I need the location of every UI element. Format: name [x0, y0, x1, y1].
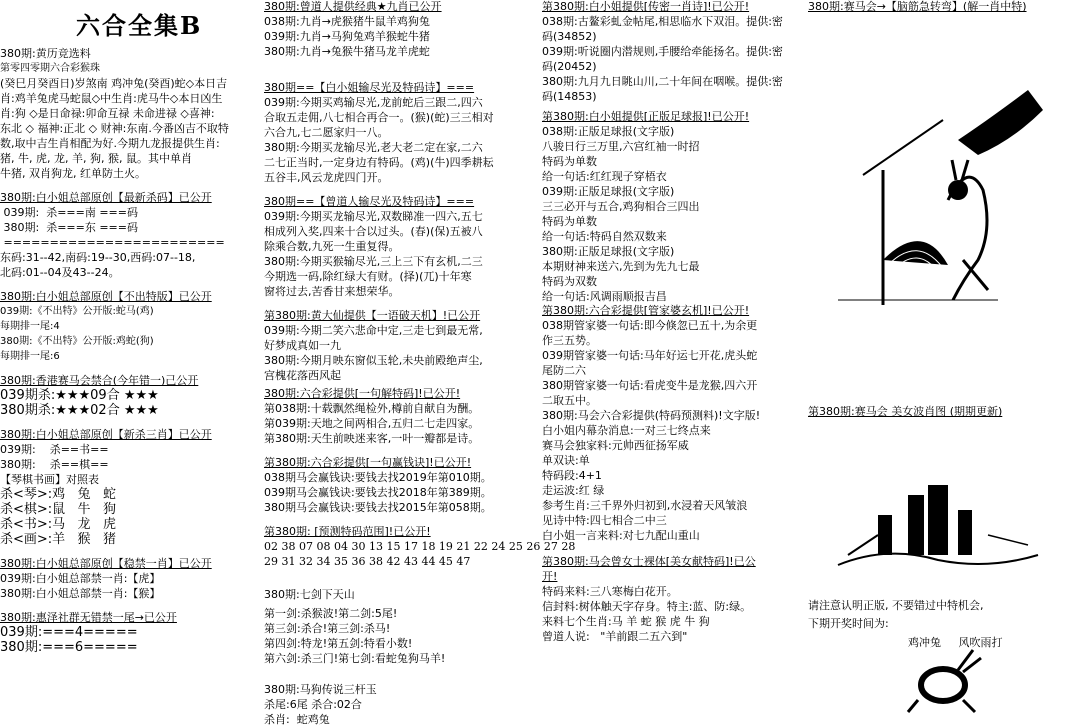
text-line: 第四剑:特龙!第五剑:特看小数!: [264, 637, 413, 650]
text-line: 【琴棋书画】对照表: [0, 473, 99, 486]
text-line: 038期:九肖→虎猴猪牛鼠羊鸡狗兔: [264, 15, 430, 28]
girl-wave-illustration: [838, 475, 1038, 585]
text-line: (癸巳月癸酉日)岁煞南 鸡冲兔(癸酉)蛇◇本日吉: [0, 77, 228, 90]
text-line: 380期:今期月映东窗似玉轮,未央前殿绝声尘,: [264, 354, 483, 367]
text-line: 第三剑:杀合!第三剑:杀马!: [264, 622, 391, 635]
text-line: 038期:古鳌彩虬金帖尾,相思临水下双泪。提供:密: [542, 15, 783, 28]
text-line: 039期管家婆一句话:马年好运七开花,虎头蛇: [542, 349, 758, 362]
text-line: 杀尾:6尾 杀合:02合: [264, 698, 362, 711]
section-heading: 380期:黄历竞选料: [0, 47, 91, 60]
text-line: 039期杀:★★★09合 ★★★: [0, 388, 159, 403]
text-line: 380期: 杀==棋==: [0, 458, 109, 471]
section-heading: 380期:白小姐总部原创【稳禁一肖】已公开: [0, 557, 212, 570]
text-line: 039期:听说圈内潜规则,手腰给牵能扬名。提供:密: [542, 45, 783, 58]
section-heading: 380期:白小姐总部原创【不出特版】已公开: [0, 290, 212, 303]
section-heading: 380期:马狗传说三杆玉: [264, 683, 377, 696]
text-line: 380期:===6=====: [0, 640, 138, 655]
text-line: 参考生肖:三千界外归初到,水浸着天风皱浪: [542, 499, 748, 512]
text-line: 特码来料:三八寒梅白花开。: [542, 585, 678, 598]
text-line: 相成列入奖,四来十合以过头。(春)(保)五被八: [264, 225, 483, 238]
text-line: 码(34852): [542, 30, 597, 43]
text-line: 八骏日行三万里,六宫红袖一时招: [542, 140, 700, 153]
text-line: 猪, 牛, 虎, 龙, 羊, 狗, 猴, 鼠。其中单肖: [0, 152, 192, 165]
page-title: 六合全集B: [76, 11, 203, 40]
text-line: 380期管家婆一句话:看虎变牛是龙猴,四六开: [542, 379, 758, 392]
text-line: 038期管家婆一句话:即今倏忽已五十,为余更: [542, 319, 758, 332]
text-line: 380期:九肖→兔猴牛猪马龙羊虎蛇: [264, 45, 430, 58]
text-line: 给一句话:红红现子穿梧衣: [542, 170, 667, 183]
text-line: 除乘合数,九死一生重复得。: [264, 240, 400, 253]
section-heading: 380期:惠泽社群无错禁一尾→已公开: [0, 611, 177, 624]
text-line: 039期:今期买龙输尽光,双数睇准一四六,五七: [264, 210, 483, 223]
text-line: 宫槐花落西风起: [264, 369, 341, 382]
text-line: 380期:白小姐总部禁一肖:【猴】: [0, 587, 161, 600]
text-line: 牛猪, 双肖狗龙, 红单防土火。: [0, 167, 146, 180]
text-line: 第六剑:杀三门!第七剑:看蛇兔狗马羊!: [264, 652, 446, 665]
section-heading: 380期:六合彩提供[一句解特码]!已公开!: [264, 387, 461, 400]
text-line: 380期:今期买猴输尽光,三上三下有玄机,二三: [264, 255, 483, 268]
text-line: 039期:九肖→马狗兔鸡羊猴蛇牛猪: [264, 30, 430, 43]
text-line: 第380期:天生前映迷来客,一叶一瓣都是诗。: [264, 432, 480, 445]
text-line: 东码:31--42,南码:19--30,西码:07--18,: [0, 251, 196, 264]
text-line: 五谷丰,风云龙虎四门开。: [264, 171, 389, 184]
text-line: 380期杀:★★★02合 ★★★: [0, 403, 159, 418]
text-line: 第一剑:杀猴波!第二剑:5尾!: [264, 607, 398, 620]
section-heading: 第380期:六合彩提供[管家婆玄机]!已公开!: [542, 304, 750, 317]
text-line: 380期:马会六合彩提供(特码预测料)!文字版!: [542, 409, 761, 422]
text-line: 三三必开与五合,鸡狗相合三四出: [542, 200, 700, 213]
text-line: 380期:九月九日眺山川,二十年间在咽喉。提供:密: [542, 75, 783, 88]
text-line: 038期马会赢钱诀:要钱去找2019年第010期。: [264, 471, 492, 484]
section-heading: 380期:白小姐总部原创【最新杀码】已公开: [0, 191, 212, 204]
column-3: [542, 0, 800, 644]
section-heading: 第380期: [预测特码范围]!已公开!: [264, 525, 431, 538]
text-line: 白小姐一言来料:对七九配山重山: [542, 529, 700, 542]
section-heading: 380期:香港赛马会禁合(今年错一)己公开: [0, 374, 199, 387]
text-line: 039期:今期买鸡输尽光,龙前蛇后三跟二,四六: [264, 96, 483, 109]
text-line: 每期排一尾:6: [0, 351, 60, 362]
text-line: 特码为双数: [542, 275, 597, 288]
text-line: 039期:今期二笑六悲命中定,三走七到最无常,: [264, 324, 483, 337]
text-line: 039期:正版足球报(文字版): [542, 185, 675, 198]
text-line: 每期排一尾:4: [0, 321, 60, 332]
section-heading: 第380期:赛马会 美女波肖图 (期期更新): [808, 405, 1003, 418]
column-4: [808, 0, 1080, 649]
text-line: 走运波:红 绿: [542, 484, 605, 497]
section-heading: 380期:曾道人提供经典★九肖已公开: [264, 0, 442, 13]
riddle-illustration: [828, 60, 1078, 315]
text-line: 特码为单数: [542, 215, 597, 228]
text-line: 赛马会独家料:元帅西征扬军威: [542, 439, 689, 452]
draw-time-label: 下期开奖时间为:: [808, 617, 889, 630]
text-line: 北码:01--04及43--24。: [0, 266, 120, 279]
text-line: 特码段:4+1: [542, 469, 602, 482]
text-line: 380期:今期买龙输尽光,老大老二定在家,二六: [264, 141, 483, 154]
text-line: 380期:正版足球报(文字版): [542, 245, 675, 258]
text-line: 作三五势。: [542, 334, 597, 347]
text-line: 信封料:树体触天字存身。特主:蓝、防:绿。: [542, 600, 752, 613]
section-heading: 380期:赛马会→【脑筋急转弯】(解一肖中特): [808, 0, 1027, 13]
text-line: 039期:白小姐总部禁一肖:【虎】: [0, 572, 161, 585]
text-line: 039期:===4=====: [0, 625, 138, 640]
text-line: 杀<琴>:鸡 兔 蛇: [0, 487, 116, 502]
section-heading: 第380期:白小姐提供[正版足球报]!已公开!: [542, 110, 750, 123]
text-line: 杀<画>:羊 猴 猪: [0, 532, 116, 547]
text-line: 380期: 杀===东 ===码: [0, 221, 138, 234]
text-line: 第038期:十载飘然绳检外,樽前自献自为酬。: [264, 402, 480, 415]
text-line: 杀肖: 蛇鸡兔: [264, 713, 330, 726]
notice-line: 请注意认明正版, 不要错过中特机会,: [808, 599, 984, 612]
text-line: 今期选一码,除红绿大有财。(择)(兀)十年寒: [264, 270, 472, 283]
text-line: 来料七个生肖:马 羊 蛇 猴 虎 牛 狗: [542, 615, 710, 628]
text-line: 肖:狗 ◇是日命禄:卯命互禄 未命进禄 ◇喜神:: [0, 107, 215, 120]
text-line: 038期:正版足球报(文字版): [542, 125, 675, 138]
text-line: 二取五中。: [542, 394, 597, 407]
section-heading: 380期==【曾道人输尽光及特码诗】===: [264, 195, 475, 208]
text-line: 肖:鸡羊兔虎马蛇鼠◇中生肖:虎马牛◇本日凶生: [0, 92, 223, 105]
section-heading: 380期:白小姐总部原创【新杀三肖】已公开: [0, 428, 212, 441]
section-heading: 380期:七剑下天山: [264, 588, 355, 601]
section-heading: 第380期:白小姐提供[传密一肖诗]!已公开!: [542, 0, 750, 13]
rabbit-illustration: [903, 640, 983, 715]
text-line: ========================: [0, 236, 225, 249]
text-line: 合取五走佣,八七相合再合一。(猴)(蛇)三三相对: [264, 111, 494, 124]
section-heading-cont: 开!: [542, 570, 558, 583]
text-line: 尾防二六: [542, 364, 586, 377]
text-line: 380期:《不出特》公开版:鸡蛇(狗): [0, 336, 154, 347]
text-line: 码(20452): [542, 60, 597, 73]
section-heading: 第380期:马会曾女士裸体[美女献特码]!已公: [542, 555, 756, 568]
text-line: 杀<棋>:鼠 牛 狗: [0, 502, 116, 517]
draw-time-value: 鸡冲兔 风吹雨打: [908, 636, 1003, 649]
subheading: 第零四零期六合彩猴珠: [0, 63, 100, 74]
text-line: 039期马会赢钱诀:要钱去找2018年第389期。: [264, 486, 492, 499]
text-line: 好梦成真如一九: [264, 339, 341, 352]
text-line: 给一句话:特码自然双数来: [542, 230, 667, 243]
number-row: 02 38 07 08 04 30 13 15 17 18 19 21 22 24 25 26 27 28: [264, 540, 576, 553]
text-line: 曾道人说: "羊前跟二五六到": [542, 630, 688, 643]
text-line: 数,取中吉生肖相配为好.今期九龙报提供生肖:: [0, 137, 220, 150]
text-line: 039期: 杀===南 ===码: [0, 206, 138, 219]
text-line: 给一句话:风调雨顺报吉昌: [542, 290, 667, 303]
text-line: 二七正当时,一定身边有特码。(鸡)(牛)四季耕耘: [264, 156, 494, 169]
text-line: 特码为单数: [542, 155, 597, 168]
text-line: 单双诀:单: [542, 454, 590, 467]
text-line: 见诗中特:四七相合二中三: [542, 514, 667, 527]
text-line: 东北 ◇ 福神:正北 ◇ 财神:东南.今番凶吉不取特: [0, 122, 229, 135]
number-row: 29 31 32 34 35 36 38 42 43 44 45 47: [264, 555, 471, 568]
section-heading: 第380期:黄大仙提供【一语破天机】!已公开: [264, 309, 481, 322]
text-line: 380期马会赢钱诀:要钱去找2015年第058期。: [264, 501, 492, 514]
column-1: [0, 0, 262, 655]
section-heading: 第380期:六合彩提供[一句赢钱诀]!已公开!: [264, 456, 472, 469]
text-line: 第039期:天地之间两相合,五归二七走四家。: [264, 417, 480, 430]
text-line: 窗将过去,苦香甘来想荣华。: [264, 285, 400, 298]
text-line: 白小姐内幕杂消息:一对三七终点来: [542, 424, 711, 437]
text-line: 本期财神来送六,先到为先九七最: [542, 260, 700, 273]
text-line: 六合九,七二愿家归一八。: [264, 126, 389, 139]
text-line: 039期:《不出特》公开版:蛇马(鸡): [0, 306, 154, 317]
text-line: 杀<书>:马 龙 虎: [0, 517, 116, 532]
section-heading: 380期==【白小姐输尽光及特码诗】===: [264, 81, 475, 94]
text-line: 039期: 杀==书==: [0, 443, 109, 456]
text-line: 码(14853): [542, 90, 597, 103]
